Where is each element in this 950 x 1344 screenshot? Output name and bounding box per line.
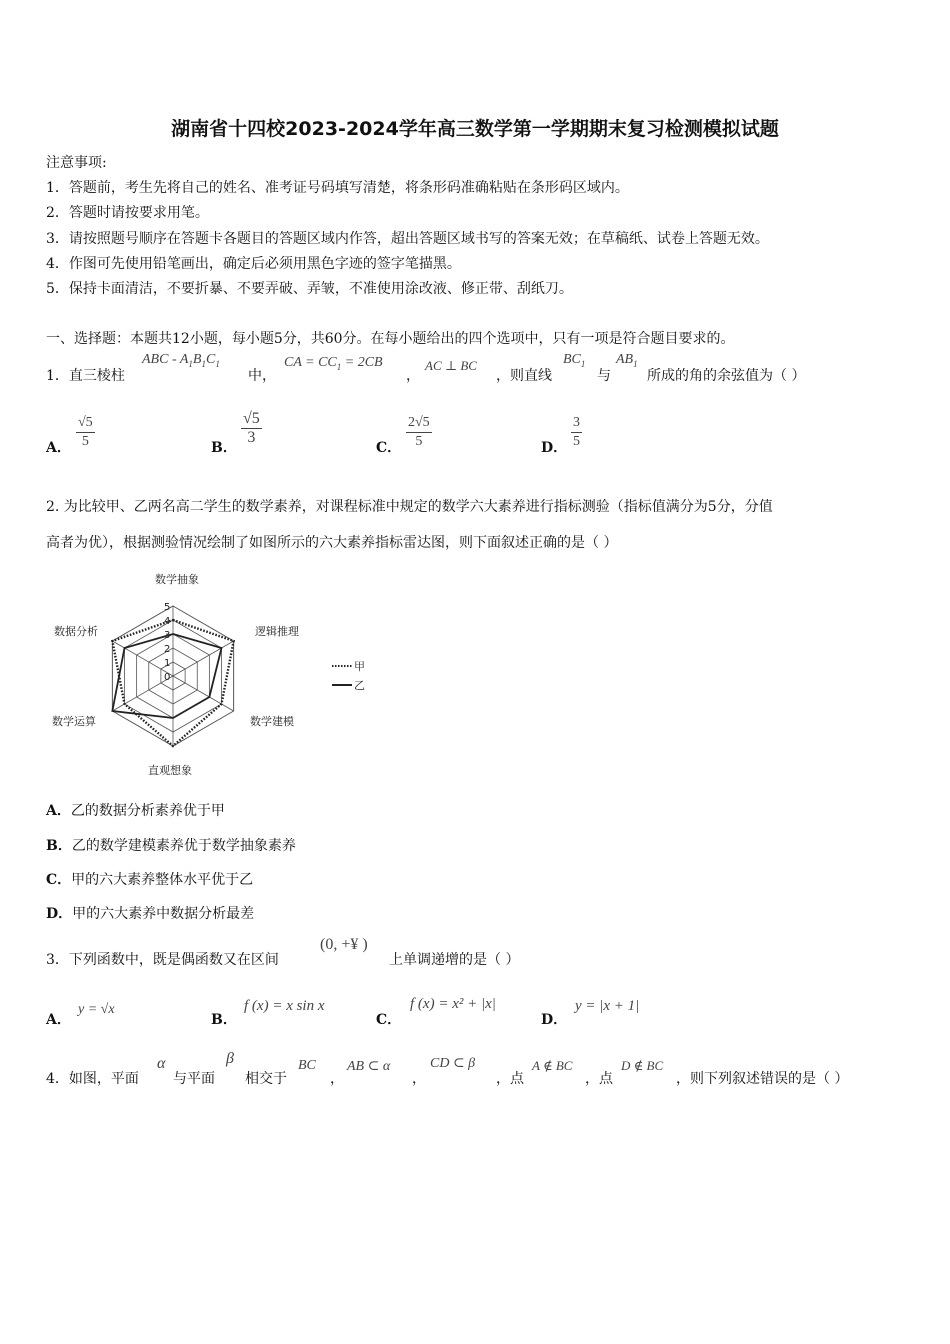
question-3-suffix: 上单调递增的是（ ） [389, 952, 520, 968]
notice-item: 5．保持卡面清洁，不要折暴、不要弄破、弄皱，不准使用涂改液、修正带、刮纸刀。 [46, 281, 573, 297]
notice-item: 2．答题时请按要求用笔。 [46, 205, 209, 221]
question-3-option-a-expr: y = √x [78, 1002, 115, 1017]
question-4-alpha: α [157, 1055, 166, 1072]
question-2-option-b[interactable]: B．乙的数学建模素养优于数学抽象素养 [46, 838, 296, 854]
question-3-option-b-label[interactable]: B． [211, 1012, 237, 1028]
question-2-line-1: 2. 为比较甲、乙两名高二学生的数学素养，对课程标准中规定的数学六大素养进行指标测验（指标值满分为5分，分值 [46, 499, 773, 515]
radar-spoke [173, 676, 234, 711]
notice-item: 3．请按照题号顺序在答题卡各题目的答题区域内作答，超出答题区域书写的答案无效；在草稿纸、试卷上答题无效。 [46, 231, 769, 247]
section-heading: 一、选择题：本题共12小题，每小题5分，共60分。在每小题给出的四个选项中，只有一项是符合题目要求的。 [46, 331, 735, 347]
radar-axis-label: 数学建模 [250, 715, 294, 728]
question-1-line-ab1: $AB_1$ [616, 352, 638, 369]
legend-label-yi: 乙 [354, 679, 365, 692]
question-1-line-bc1: $BC_1$ [563, 352, 586, 369]
radar-chart [40, 565, 380, 780]
question-2-option-a[interactable]: A．乙的数据分析素养优于甲 [46, 803, 225, 819]
radar-legend [332, 660, 365, 692]
question-2-option-d[interactable]: D．甲的六大素养中数据分析最差 [46, 906, 255, 922]
notice-header: 注意事项: [46, 155, 107, 171]
question-1-option-d-label[interactable]: D． [541, 440, 568, 456]
question-4-a-not-in-bc: A ∉ BC [532, 1058, 573, 1073]
radar-tick-label: 1 [164, 658, 171, 669]
radar-axis-label: 数学抽象 [155, 573, 199, 586]
question-1-option-a-value: $\frac{√5}{5}$ [78, 415, 93, 449]
question-3-option-d-expr: y = |x + 1| [575, 998, 640, 1014]
question-1-prism: ABC - $A_1B_1C_1$ [142, 352, 220, 369]
question-4-line-bc: BC [298, 1058, 316, 1073]
radar-axis-label: 逻辑推理 [255, 625, 299, 638]
radar-tick-label: 4 [164, 616, 171, 627]
question-4-cd-in-beta: CD ⊂ β [430, 1056, 476, 1071]
question-3-option-a-label[interactable]: A． [46, 1012, 71, 1028]
radar-axis-label: 数据分析 [54, 625, 98, 638]
question-1-option-c-label[interactable]: C． [376, 440, 402, 456]
page-title: 湖南省十四校2023-2024学年高三数学第一学期期末复习检测模拟试题 [171, 118, 779, 140]
notice-item: 4．作图可先使用铅笔画出，确定后必须用黑色字迹的签字笔描黑。 [46, 256, 461, 272]
question-1-option-b-value: $\frac{√5}{3}$ [243, 410, 260, 446]
radar-axis-label: 数学运算 [52, 715, 96, 728]
radar-tick-label: 2 [164, 644, 171, 655]
question-2-line-2: 高者为优），根据测验情况绘制了如图所示的六大素养指标雷达图，则下面叙述正确的是（ ） [46, 535, 618, 551]
question-1-condition: CA = $CC_1 = 2CB$ [284, 355, 383, 372]
radar-tick-label: 5 [164, 602, 171, 613]
question-1-option-d-value: $\frac{3}{5}$ [573, 415, 580, 449]
question-3-interval: (0, +¥ ) [320, 936, 368, 953]
question-4-ab-in-alpha: AB ⊂ α [347, 1059, 391, 1074]
radar-tick-label: 0 [164, 672, 171, 683]
question-4-prefix: 4．如图，平面 [46, 1071, 139, 1087]
question-3-prefix: 3．下列函数中，既是偶函数又在区间 [46, 952, 279, 968]
question-1-option-b-label[interactable]: B． [211, 440, 237, 456]
radar-axis-label: 直观想象 [148, 764, 192, 777]
question-3-option-d-label[interactable]: D． [541, 1012, 568, 1028]
question-2-option-c[interactable]: C．甲的六大素养整体水平优于乙 [46, 872, 254, 888]
question-1-perpendicular: AC ⊥ BC [425, 358, 477, 373]
question-4-beta: β [226, 1050, 234, 1067]
radar-tick-label: 3 [164, 630, 171, 641]
question-1-prefix: 1．直三棱柱 [46, 368, 125, 384]
notice-item: 1．答题前，考生先将自己的姓名、准考证号码填写清楚，将条形码准确粘贴在条形码区域内。 [46, 180, 629, 196]
question-1-option-c-value: $\frac{2√5}{5}$ [408, 415, 430, 449]
question-3-option-c-expr: f (x) = x² + |x| [410, 996, 496, 1012]
question-3-option-b-expr: f (x) = x sin x [244, 998, 325, 1014]
question-3-option-c-label[interactable]: C． [376, 1012, 402, 1028]
legend-label-jia: 甲 [354, 660, 365, 673]
radar-spoke [173, 641, 234, 676]
question-4-d-not-in-bc: D ∉ BC [621, 1058, 664, 1073]
question-1-option-a-label[interactable]: A． [46, 440, 71, 456]
